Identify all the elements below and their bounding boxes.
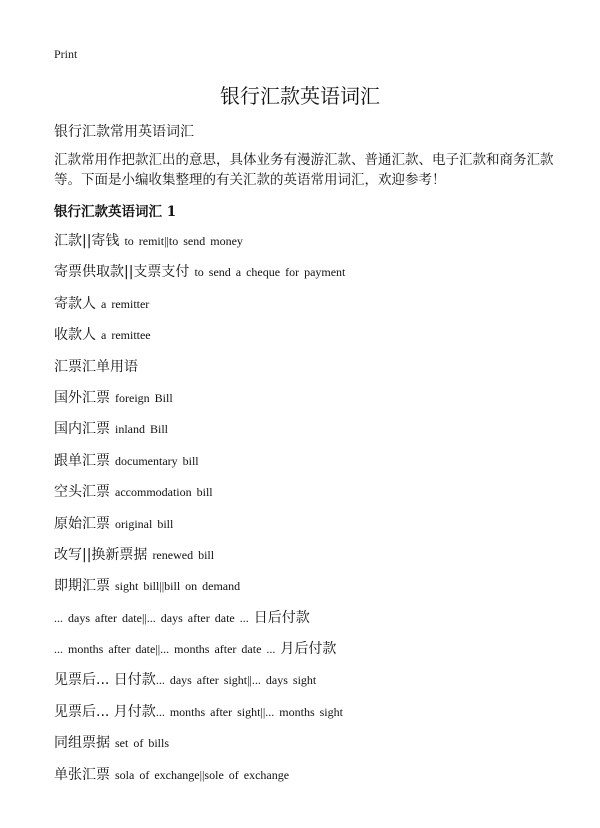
vocab-chinese: 国内汇票 xyxy=(54,421,110,438)
vocab-chinese: 寄款人 xyxy=(54,295,96,312)
vocab-item xyxy=(54,481,574,512)
vocab-chinese: 国外汇票 xyxy=(54,389,110,406)
vocab-item xyxy=(54,544,574,575)
vocab-chinese: 见票后... 月付款 xyxy=(54,703,156,720)
document-title: 银行汇款英语词汇 xyxy=(220,84,380,108)
vocab-item xyxy=(54,764,574,795)
vocab-chinese: 收款人 xyxy=(54,327,96,344)
vocab-chinese: 寄票供取款||支票支付 xyxy=(54,264,190,281)
vocab-item xyxy=(54,701,574,732)
vocab-english: set of bills xyxy=(110,736,169,751)
intro-paragraph: 汇款常用作把款汇出的意思，具体业务有漫游汇款、普通汇款、电子汇款和商务汇款等。下面是小编收集整理的有关汇款的英语常用词汇，欢迎参考！ xyxy=(54,152,554,188)
vocab-english: a remittee xyxy=(96,328,151,343)
vocab-english: documentary bill xyxy=(110,453,199,468)
vocab-item xyxy=(54,638,574,669)
vocab-chinese: 见票后... 日付款 xyxy=(54,672,156,689)
vocab-item xyxy=(54,418,574,449)
vocab-chinese: 单张汇票 xyxy=(54,766,110,783)
section-heading: 银行汇款英语词汇 1 xyxy=(54,204,177,220)
vocab-chinese: 汇款||寄钱 xyxy=(54,233,120,249)
vocab-item xyxy=(54,261,574,292)
vocab-english: to send a cheque for payment xyxy=(189,265,346,280)
document-subtitle: 银行汇款常用英语词汇 xyxy=(54,124,194,140)
vocab-item xyxy=(54,669,574,700)
vocab-item xyxy=(54,293,574,324)
vocab-chinese: 即期汇票 xyxy=(54,578,110,595)
vocab-item xyxy=(54,324,574,355)
vocab-english: inland Bill xyxy=(110,422,168,437)
vocab-item xyxy=(54,513,574,544)
vocab-item xyxy=(54,450,574,481)
vocab-chinese: 原始汇票 xyxy=(54,515,110,532)
vocab-chinese: 月后付款 xyxy=(280,641,337,658)
vocab-english: ... months after sight||... months sight xyxy=(155,704,343,719)
vocab-item xyxy=(54,230,574,261)
vocab-english: renewed bill xyxy=(147,547,215,562)
vocab-english: ... days after date||... days after date ... xyxy=(54,610,254,625)
vocab-item xyxy=(54,387,574,418)
vocab-english: accommodation bill xyxy=(110,485,213,500)
vocab-english: original bill xyxy=(110,516,174,531)
vocab-english: a remitter xyxy=(96,296,150,311)
vocab-item xyxy=(54,575,574,606)
vocab-english: to remit||to send money xyxy=(119,234,243,248)
vocab-item xyxy=(54,607,574,638)
vocab-chinese: 日后付款 xyxy=(253,609,310,626)
vocab-chinese: 汇票汇单用语 xyxy=(54,358,138,375)
vocab-english: ... months after date||... months after date ... xyxy=(54,642,281,657)
vocab-english: foreign Bill xyxy=(110,390,173,405)
vocab-chinese: 同组票据 xyxy=(54,735,110,752)
vocab-english: ... days after sight||... days sight xyxy=(155,673,317,688)
vocab-item xyxy=(54,356,574,387)
vocab-list xyxy=(54,230,574,795)
vocab-chinese: 改写||换新票据 xyxy=(54,546,148,563)
print-link[interactable]: Print xyxy=(54,47,78,61)
vocab-chinese: 空头汇票 xyxy=(54,484,110,501)
vocab-item xyxy=(54,732,574,763)
vocab-english: sight bill||bill on demand xyxy=(110,579,241,594)
vocab-english: sola of exchange||sole of exchange xyxy=(110,767,290,782)
vocab-chinese: 跟单汇票 xyxy=(54,452,110,469)
